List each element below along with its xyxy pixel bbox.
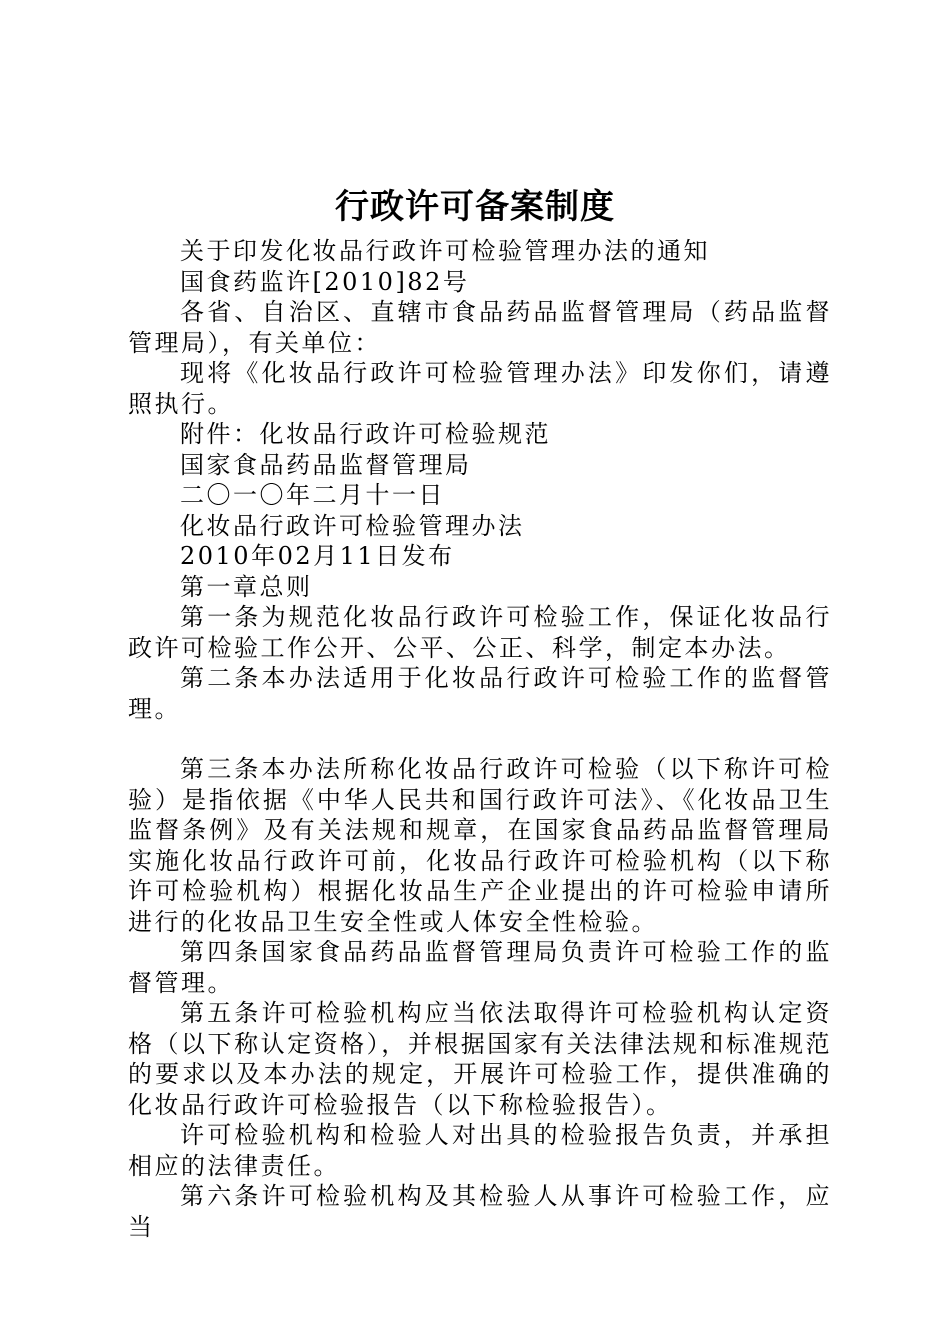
issuing-authority: 国家食品药品监督管理局: [180, 450, 472, 479]
article-4: 第四条国家食品药品监督管理局负责许可检验工作的监督管理。: [128, 938, 832, 997]
document-number: 国食药监许[2010]82号: [180, 267, 470, 296]
article-6: 第六条许可检验机构及其检验人从事许可检验工作，应当: [128, 1182, 832, 1241]
publish-date: 2010年02月11日发布: [180, 542, 455, 570]
notice-body: 现将《化妆品行政许可检验管理办法》印发你们，请遵照执行。: [128, 359, 832, 418]
regulation-title: 化妆品行政许可检验管理办法: [180, 511, 525, 540]
article-5: 第五条许可检验机构应当依法取得许可检验机构认定资格（以下称认定资格），并根据国家有关法律法规和标准规范的要求以及本办法的规定，开展许可检验工作，提供准确的化妆品行政许可检验报告（以下称检验报告）。: [128, 999, 832, 1119]
chapter-heading: 第一章总则: [180, 572, 313, 601]
issue-date: 二〇一〇年二月十一日: [180, 481, 445, 509]
document-title: 行政许可备案制度: [335, 187, 615, 227]
notice-title: 关于印发化妆品行政许可检验管理办法的通知: [180, 237, 710, 265]
article-1: 第一条为规范化妆品行政许可检验工作，保证化妆品行政许可检验工作公开、公平、公正、科学，制定本办法。: [128, 603, 832, 662]
attachment-line: 附件：化妆品行政许可检验规范: [180, 420, 551, 448]
document-body: [128, 236, 832, 1242]
article-5-clause-2: 许可检验机构和检验人对出具的检验报告负责，并承担相应的法律责任。: [128, 1121, 832, 1180]
recipients: 各省、自治区、直辖市食品药品监督管理局（药品监督管理局），有关单位：: [128, 298, 832, 357]
article-2: 第二条本办法适用于化妆品行政许可检验工作的监督管理。: [128, 664, 832, 723]
article-3: 第三条本办法所称化妆品行政许可检验（以下称许可检验）是指依据《中华人民共和国行政许可法》、《化妆品卫生监督条例》及有关法规和规章，在国家食品药品监督管理局实施化妆品行政许可前，化妆品行政许可检验机构（以下称许可检验机构）根据化妆品生产企业提出的许可检验申请所进行的化妆品卫生安全性或人体安全性检验。: [128, 755, 832, 936]
